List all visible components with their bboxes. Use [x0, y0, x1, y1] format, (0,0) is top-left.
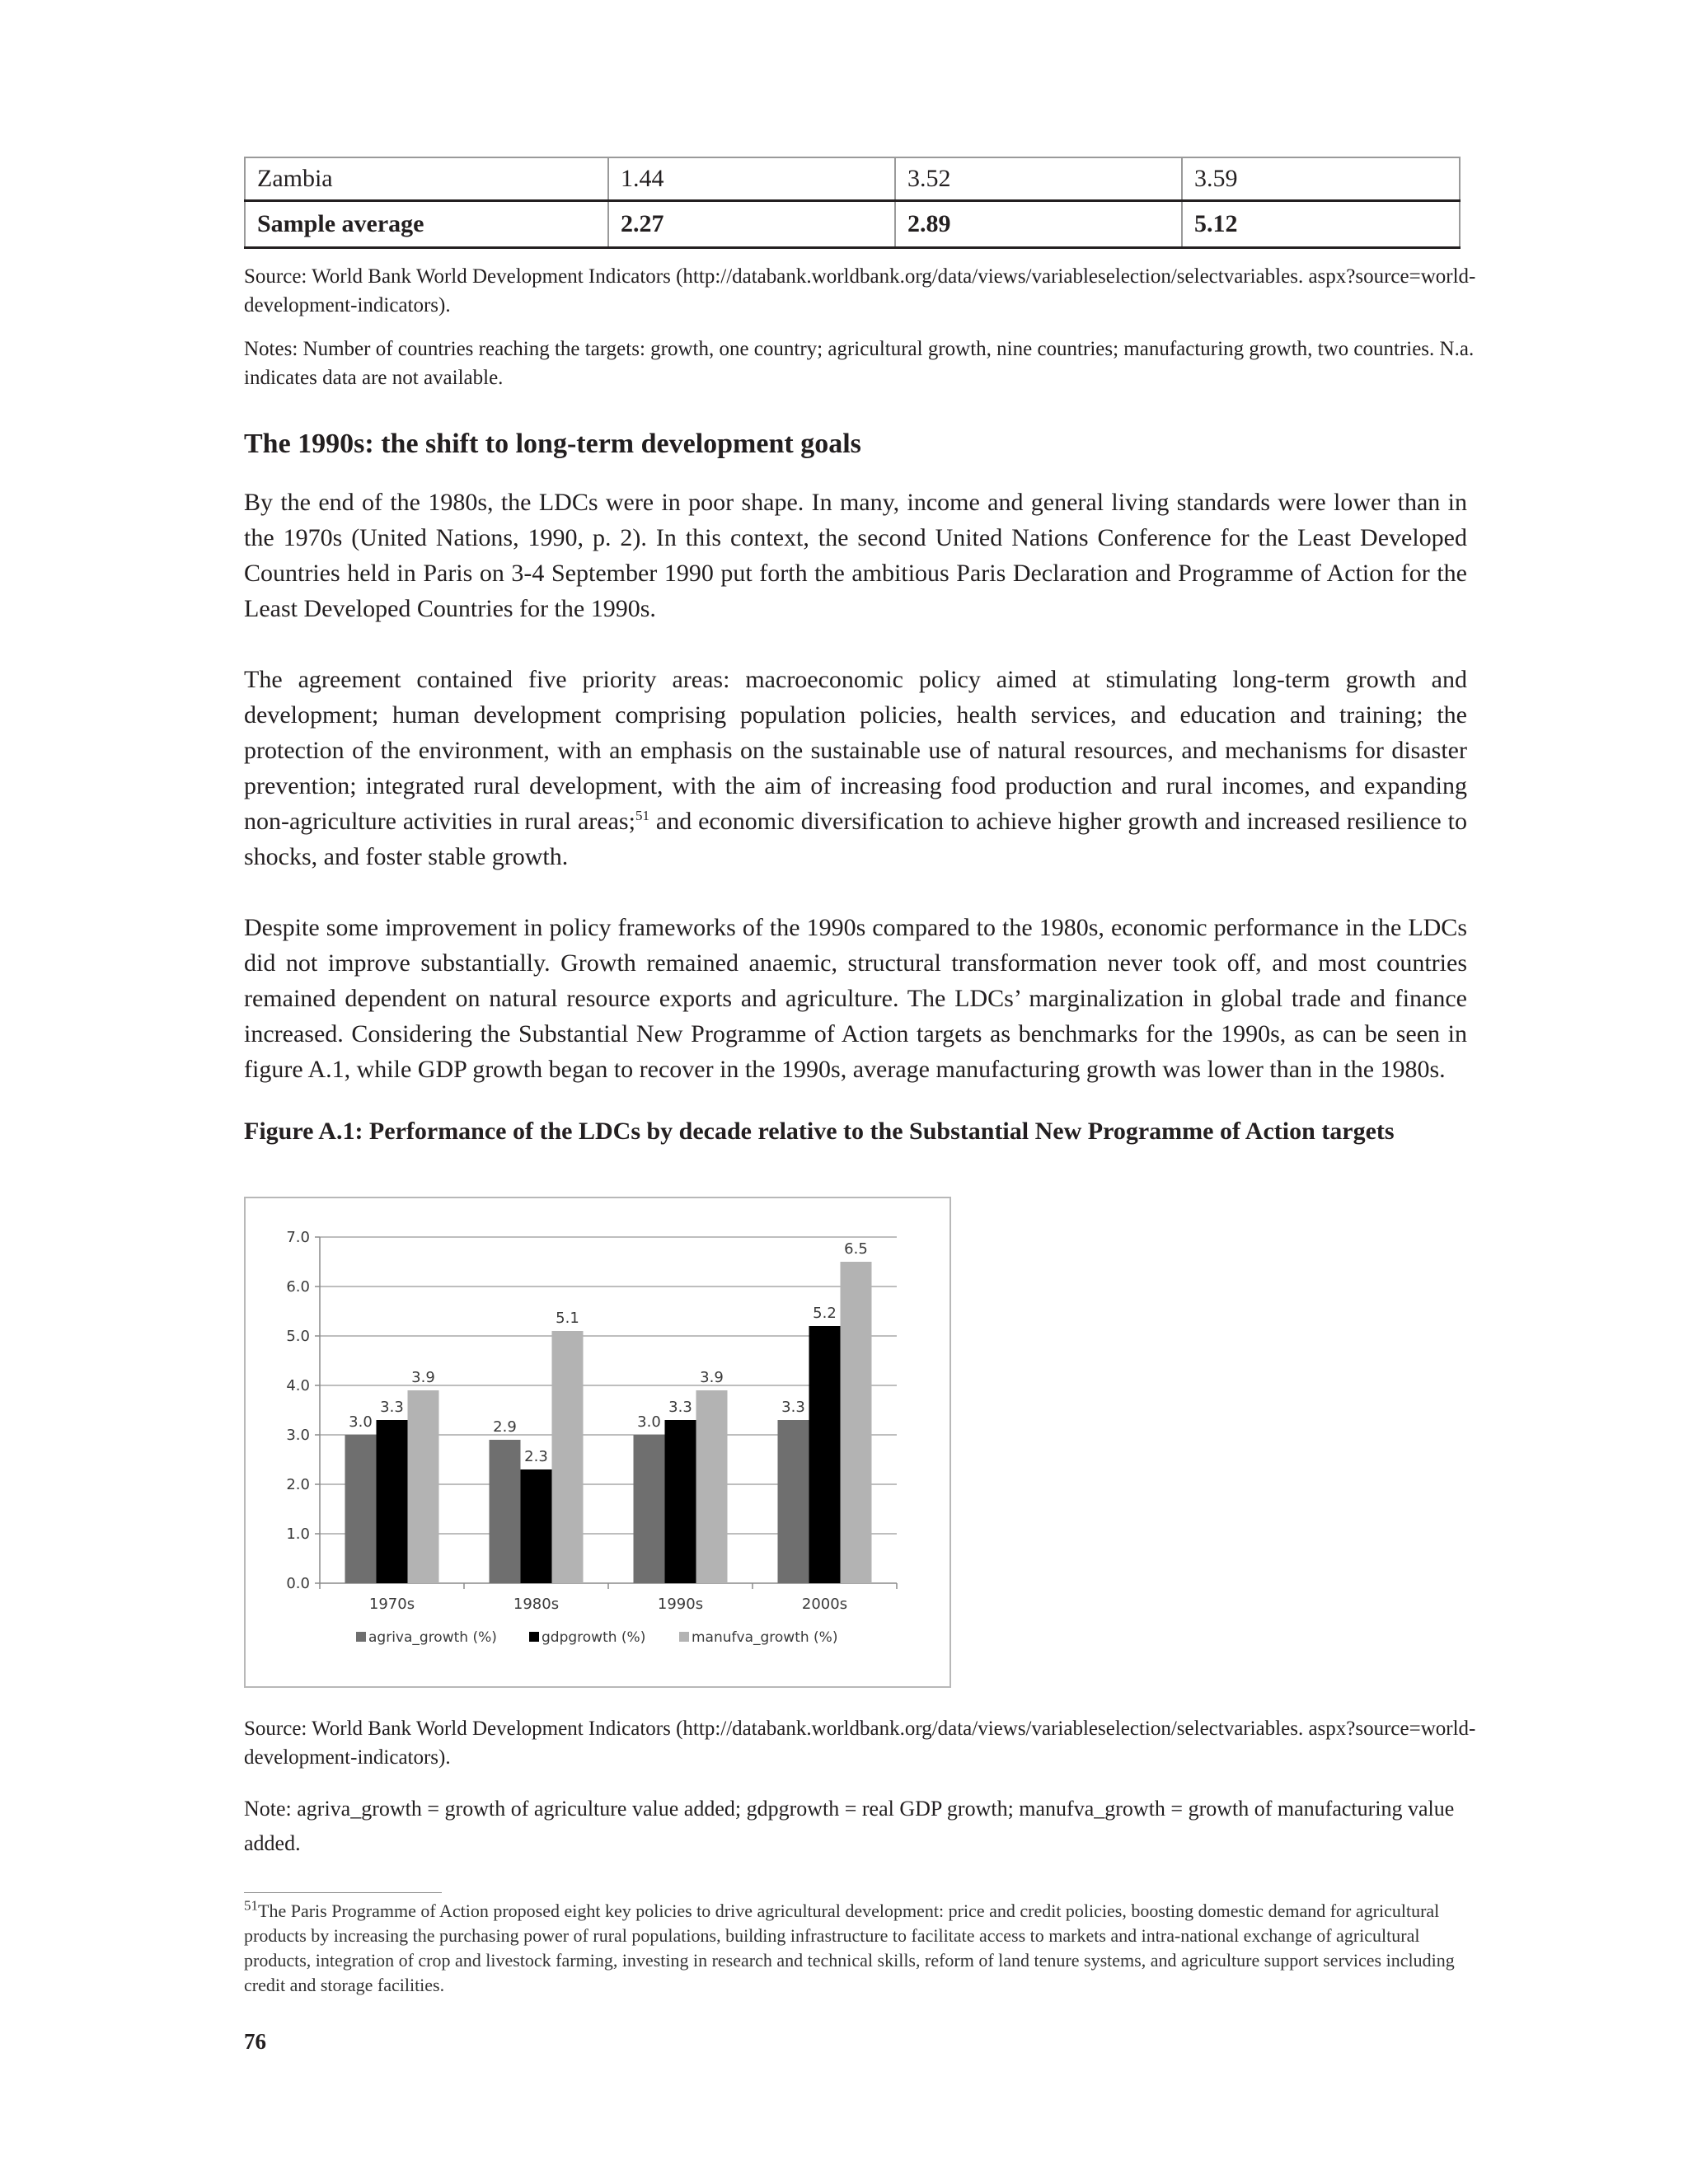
data-label: 2.3	[524, 1448, 548, 1465]
legend-swatch	[356, 1632, 366, 1642]
bar	[841, 1262, 872, 1583]
paragraph-2-text-cont: and economic diversification to achieve higher growth and increased resilience to shocks, and foster stable growth.	[244, 808, 1467, 870]
table-cell: 3.52	[895, 157, 1182, 201]
table-cell: 3.59	[1182, 157, 1460, 201]
paragraph-2	[244, 662, 1467, 874]
table-cell: 5.12	[1182, 201, 1460, 248]
data-label: 3.9	[700, 1369, 724, 1386]
legend-label: agriva_growth (%)	[368, 1629, 497, 1646]
data-label: 3.3	[781, 1399, 805, 1416]
data-label: 5.1	[556, 1310, 579, 1327]
bar	[665, 1420, 696, 1583]
footnote-number: 51	[244, 1897, 258, 1914]
table-row	[245, 157, 1460, 201]
legend-swatch	[529, 1632, 539, 1642]
paragraph-2-text: The agreement contained five priority areas: macroeconomic policy aimed at stimulating long-term growth and development; human development comprising population policies, health services, and education and training; the protection of the environment, with an emphasis on the sustainable use of natural resources, and mechanisms for disaster prevention; integrated rural development, with the aim of increasing food production and rural incomes, and expanding non-agriculture activities in rural areas;	[244, 666, 1467, 835]
data-label: 2.9	[493, 1418, 517, 1436]
table-row-average	[245, 201, 1460, 248]
footnote-ref[interactable]: 51	[635, 808, 649, 823]
data-label: 3.0	[637, 1413, 661, 1431]
page-number: 76	[244, 2029, 266, 2054]
bar-chart	[246, 1198, 950, 1686]
y-tick-label: 6.0	[286, 1278, 310, 1296]
data-label: 3.0	[349, 1413, 373, 1431]
table-cell: Sample average	[245, 201, 608, 248]
bar	[552, 1331, 584, 1583]
table-notes: Notes: Number of countries reaching the targets: growth, one country; agricultural growth, nine countries; manufacturing growth, two countries. N.a. indicates data are not available.	[244, 338, 1475, 389]
x-tick-label: 1990s	[657, 1596, 704, 1613]
paragraph-3: Despite some improvement in policy frameworks of the 1990s compared to the 1980s, economic performance in the LDCs did not improve substantially. Growth remained anaemic, structural transformation never took off, and most countries remained dependent on natural resource exports and agriculture. The LDCs’ marginalization in global trade and finance increased. Considering the Substantial New Programme of Action targets as benchmarks for the 1990s, as can be seen in figure A.1, while GDP growth began to recover in the 1990s, average manufacturing growth was lower than in the 1980s.	[244, 914, 1467, 1083]
legend-label: manufva_growth (%)	[692, 1629, 838, 1646]
data-label: 3.3	[668, 1399, 692, 1416]
data-label: 6.5	[844, 1240, 868, 1258]
section-heading: The 1990s: the shift to long-term development goals	[244, 429, 861, 459]
table-cell: 2.89	[895, 201, 1182, 248]
table-source: Source: World Bank World Development Indicators (http://databank.worldbank.org/data/views/variableselection/selectvariables. aspx?source=world-development-indicators).	[244, 265, 1476, 316]
data-table	[244, 157, 1461, 249]
figure-source: Source: World Bank World Development Indicators (http://databank.worldbank.org/data/views/variableselection/selectvariables. aspx?source=world-development-indicators).	[244, 1718, 1476, 1769]
bar	[345, 1435, 377, 1583]
bar	[778, 1420, 809, 1583]
data-label: 5.2	[813, 1305, 837, 1322]
legend-label: gdpgrowth (%)	[542, 1629, 646, 1646]
table-cell: 2.27	[608, 201, 895, 248]
bar	[377, 1420, 408, 1583]
bar	[408, 1390, 439, 1583]
y-tick-label: 0.0	[286, 1575, 310, 1592]
figure-title: Figure A.1: Performance of the LDCs by decade relative to the Substantial New Programme of Action targets	[244, 1118, 1395, 1145]
y-tick-label: 3.0	[286, 1427, 310, 1444]
figure-note: Note: agriva_growth = growth of agriculture value added; gdpgrowth = real GDP growth; manufva_growth = growth of manufacturing value added.	[244, 1797, 1455, 1855]
bar	[634, 1435, 665, 1583]
y-tick-label: 4.0	[286, 1377, 310, 1394]
bar	[696, 1390, 728, 1583]
x-tick-label: 2000s	[801, 1596, 848, 1613]
footnote	[244, 1899, 1467, 1998]
paragraph-1: By the end of the 1980s, the LDCs were in poor shape. In many, income and general living standards were lower than in the 1970s (United Nations, 1990, p. 2). In this context, the second United Nations Conference for the Least Developed Countries held in Paris on 3-4 September 1990 put forth the ambitious Paris Declaration and Programme of Action for the Least Developed Countries for the 1990s.	[244, 489, 1467, 622]
footnote-divider	[244, 1892, 442, 1893]
y-tick-label: 5.0	[286, 1328, 310, 1345]
bar	[521, 1469, 552, 1583]
x-tick-label: 1980s	[513, 1596, 560, 1613]
data-label: 3.3	[380, 1399, 404, 1416]
y-tick-label: 2.0	[286, 1476, 310, 1493]
y-tick-label: 1.0	[286, 1526, 310, 1543]
table-cell: 1.44	[608, 157, 895, 201]
footnote-text: The Paris Programme of Action proposed eight key policies to drive agricultural development: price and credit policies, boosting domestic demand for agricultural products by increasing the purchasing power of rural populations, building infrastructure to facilitate access to markets and intra-national exchange of agricultural products, integration of crop and livestock farming, investing in research and technical skills, reform of land tenure systems, and agriculture support services including credit and storage facilities.	[244, 1900, 1455, 1995]
data-label: 3.9	[411, 1369, 435, 1386]
bar	[809, 1326, 841, 1583]
chart-container	[244, 1197, 951, 1688]
x-tick-label: 1970s	[368, 1596, 415, 1613]
table-cell: Zambia	[245, 157, 608, 201]
y-tick-label: 7.0	[286, 1229, 310, 1246]
bar	[490, 1440, 521, 1583]
legend-swatch	[679, 1632, 689, 1642]
